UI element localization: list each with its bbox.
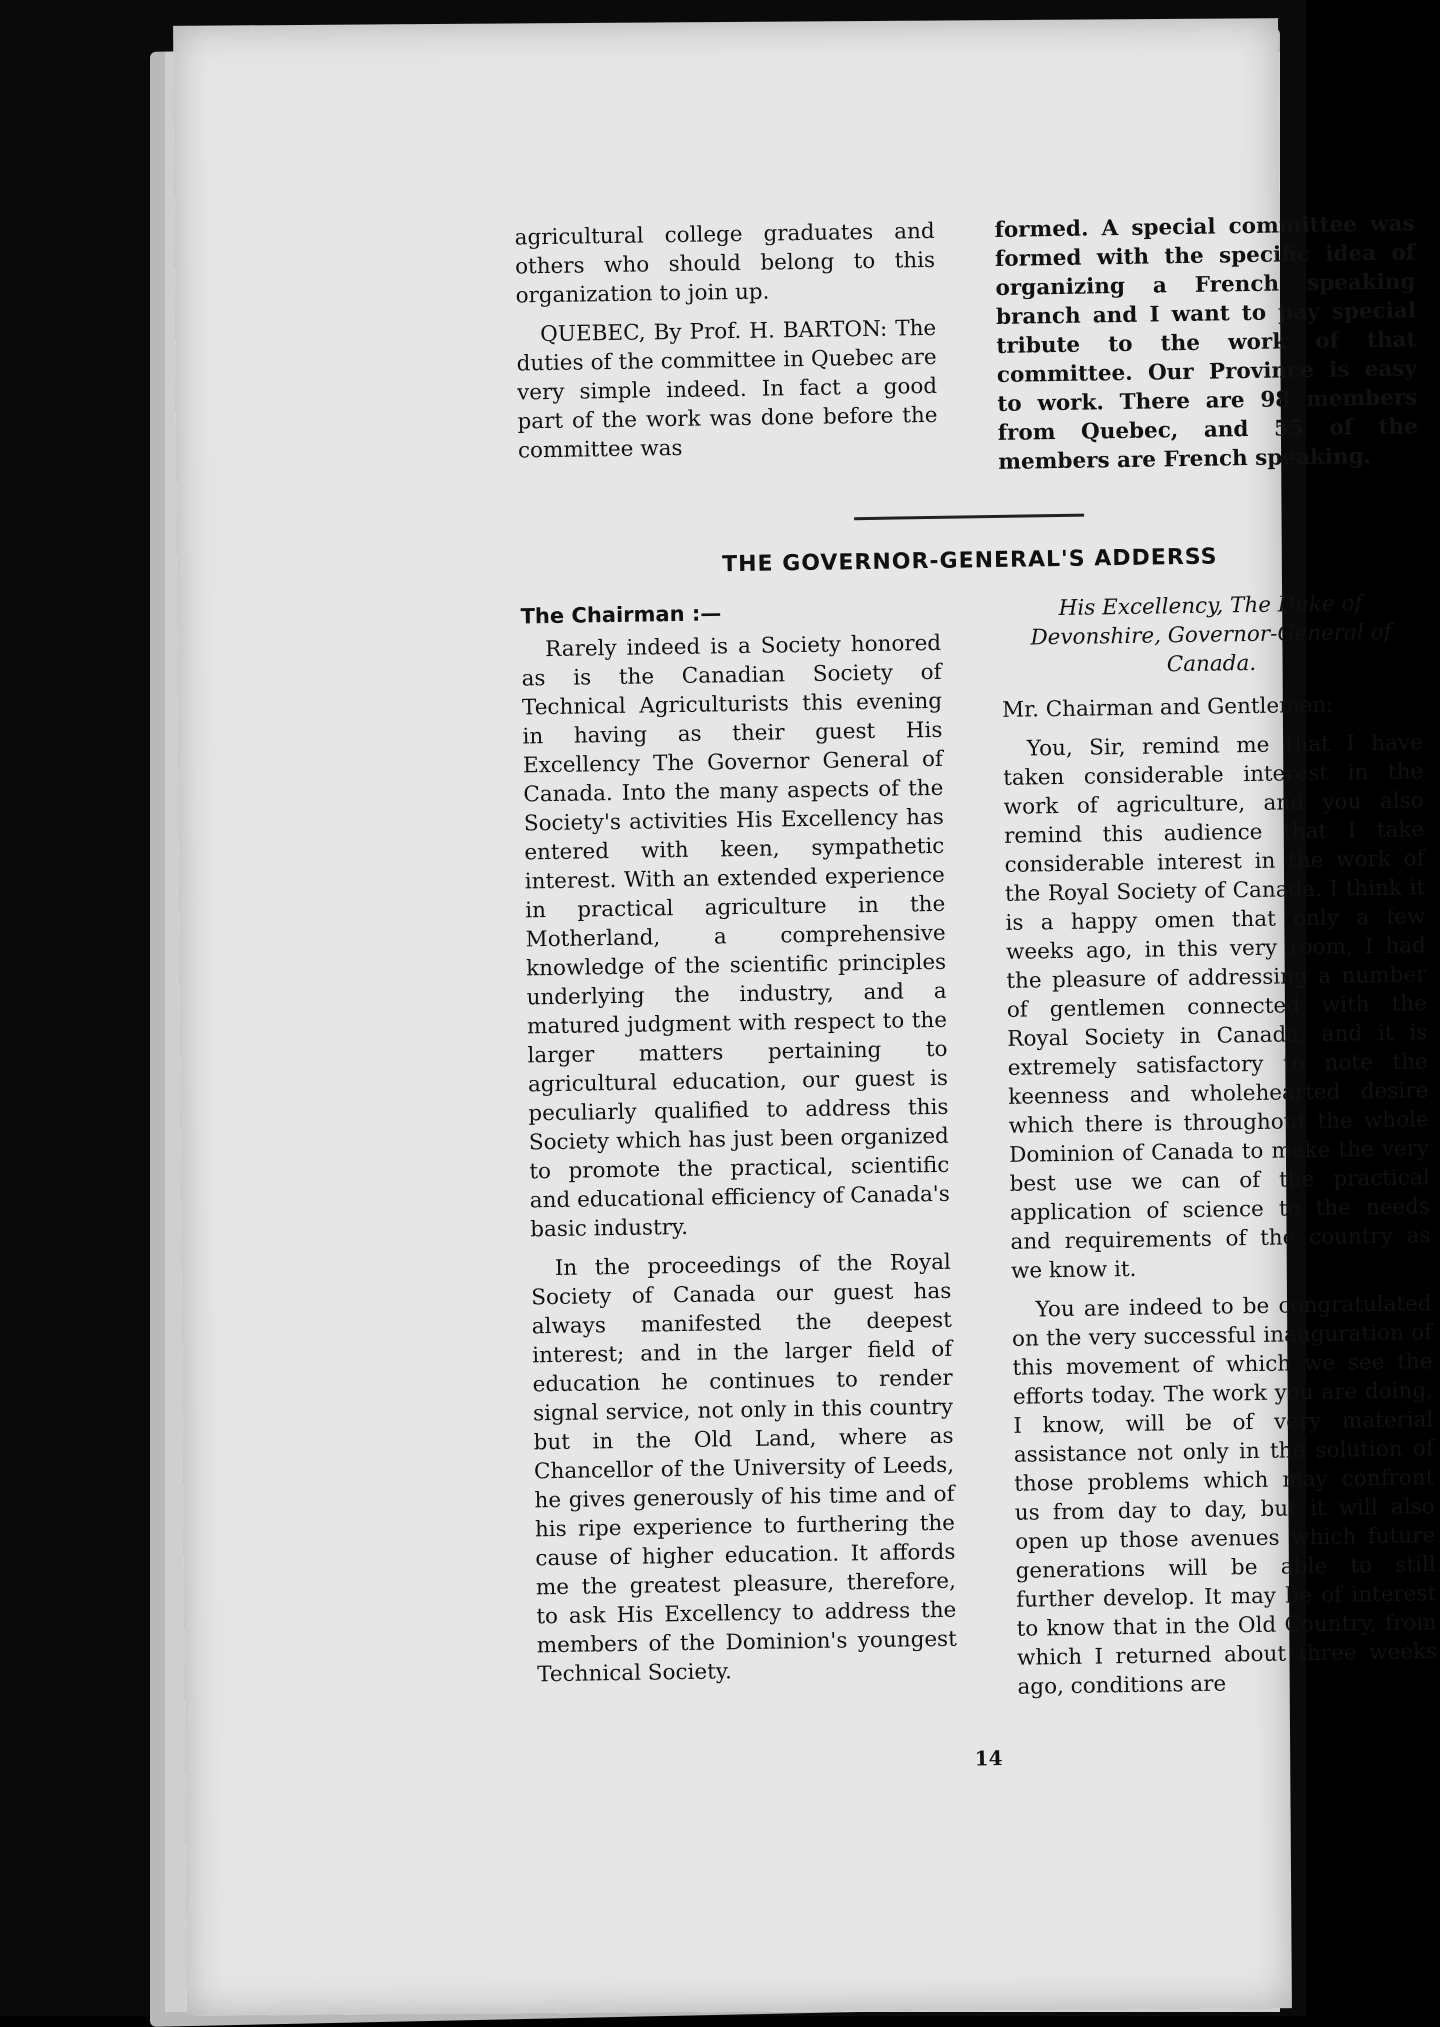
document-page: [173, 18, 1438, 2016]
page-content: [514, 209, 1438, 1771]
governor-speaker: His Excellency, The Duke of Devonshire, Governor-General of Canada.: [1030, 591, 1392, 678]
right-paragraph-2: You are indeed to be congratulated on the very successful inauguration of this movement of which we see the efforts today. The work you are doing, I know, will be of very material assistance not only in the solution of those problems which may confront us from day to day, but it will also open up those avenues which future generations will be able to still further develop. It may be of interest to know that in the Old Country, from which I returned about three weeks ago, conditions are: [1011, 1291, 1438, 1700]
top-right-paragraph-1: formed. A special committee was formed with the specific idea of organizing a French speaking branch and I want to pay special tribute to the work of that committee. Our Province is easy to work. There are 98 members from Quebec, and 55 of the members are French speaking.: [994, 211, 1418, 475]
section-title: THE GOVERNOR-GENERAL'S ADDERSS: [721, 544, 1218, 578]
left-column: [520, 596, 957, 1719]
top-columns: [514, 209, 1418, 494]
top-right-column: [994, 209, 1418, 487]
salutation: Mr. Chairman and Gentlemen:: [1001, 692, 1334, 723]
right-paragraph-1: You, Sir, remind me that I have taken considerable interest in the work of agriculture, and you also remind this audience that I take considerable interest in the work of the Royal Society of Canada. I think it is a happy omen that only a few weeks ago, in this very room, I had the pleasure of addressing a number of gentlemen connected with the Royal Society in Canada, and it is extremely satisfactory to note the keenness and wholehearted desire which there is throughout the whole Dominion of Canada to make the very best use we can of the practical application of science to the needs and requirements of the country as we know it.: [1003, 730, 1431, 1284]
left-paragraph-1: Rarely indeed is a Society honored as is the Canadian Society of Technical Agriculturists this evening in having as their guest His Excellency The Governor General of Canada. Into the many aspects of the Society's activities His Excellency has entered with keen, sympathetic interest. With an extended experience in practical agriculture in the Motherland, a comprehensive knowledge of the scientific principles underlying the industry, and a matured judgment with respect to the larger matters pertaining to agricultural education, our guest is peculiarly qualified to address this Society which has just been organized to promote the practical, scientific and educational efficiency of Canada's basic industry.: [521, 630, 950, 1243]
top-left-paragraph-2: QUEBEC, By Prof. H. BARTON: The duties of the committee in Quebec are very simple indeed. In fact a good part of the work was done before the committee was: [516, 315, 938, 464]
main-columns: [520, 588, 1437, 1719]
top-left-paragraph-1: agricultural college graduates and others who should belong to this organization to join up.: [514, 218, 936, 309]
top-left-column: [514, 217, 938, 495]
left-paragraph-2: In the proceedings of the Royal Society of Canada our guest has always manifested the deepest interest; and in the larger field of education he continues to render signal service, not only in this country but in the Old Land, where as Chancellor of the University of Leeds, he gives generously of his time and of his ripe experience to furthering the cause of higher education. It affords me the greatest pleasure, therefore, to ask His Excellency to address the members of the Dominion's youngest Technical Society.: [531, 1249, 957, 1688]
page-number: 14: [974, 1746, 1003, 1771]
right-column: [1000, 588, 1437, 1711]
section-divider: [854, 514, 1084, 521]
chairman-speaker: The Chairman :—: [520, 601, 722, 629]
